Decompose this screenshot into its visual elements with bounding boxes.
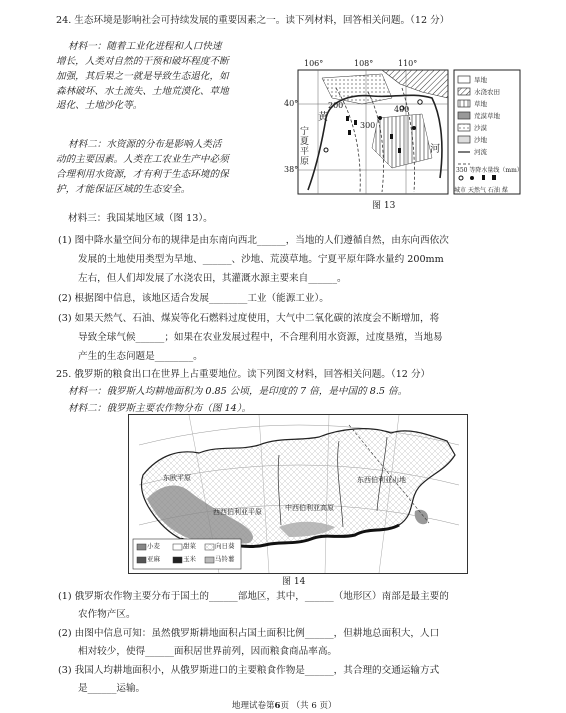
iso-200: 200 xyxy=(328,101,344,110)
label-east-siberian-mountains: 东西伯利亚山地 xyxy=(357,476,406,484)
footer-page-number: 6 xyxy=(274,701,281,711)
q24-sub3-line1: (3) 如果天然气、石油、煤炭等化石燃料过度使用，大气中二氧化碳的浓度会不断增加，将 xyxy=(58,313,440,324)
footer-prefix: 地理试卷第 xyxy=(232,701,275,711)
material-line: 增长，人类对自然的干预和破坏程度不断 xyxy=(56,55,229,67)
legend-label: 石油 xyxy=(487,187,500,194)
place-huang: 黄 xyxy=(318,112,328,123)
q24-material-2 xyxy=(56,138,298,197)
legend-bottom xyxy=(454,186,508,195)
place-char: 原 xyxy=(300,156,310,167)
place-ningxia-plain xyxy=(300,128,309,168)
q24-sub3-line2: 导致全球气候______；如果在农业发展过程中，不合理利用水资源，过度垦殖，当地易 xyxy=(78,332,443,343)
legend-corn: 玉米 xyxy=(183,555,196,563)
legend-label: 河流 xyxy=(474,148,487,156)
legend-label: 荒漠草地 xyxy=(474,112,500,120)
legend-label: 旱地 xyxy=(474,76,487,84)
q24-sub1-line3: 左右，但人们却发展了水浇农田，其灌溉水源主要来自______。 xyxy=(78,273,347,284)
material-line: 护，才能保证区域的生态安全。 xyxy=(56,183,191,195)
figure-14-caption: 图 14 xyxy=(282,577,306,587)
place-char: 平 xyxy=(300,146,310,157)
q25-sub3-line1: (3) 我国人均耕地面积小，从俄罗斯进口的主要粮食作物是______，其合理的交通运输方式 xyxy=(58,665,440,676)
q24-material-3: 材料三：我国某地区域（图 13）。 xyxy=(68,213,213,224)
legend-sunflower: 向日葵 xyxy=(215,542,235,550)
q24-sub1-line1: (1) 图中降水量空间分布的规律是由东南向西北______，当地的人们遵循自然，由东向西依次 xyxy=(58,235,449,246)
legend-label: 等降水量线（mm） xyxy=(469,167,523,174)
q24-sub3-line3: 产生的生态问题是________。 xyxy=(78,351,203,362)
q25-sub1-line2: 农作物产区。 xyxy=(78,609,136,620)
legend-flax: 亚麻 xyxy=(147,555,160,563)
legend-label: 草地 xyxy=(474,100,487,108)
material-line: 材料一：随着工业化进程和人口快速 xyxy=(68,41,222,52)
legend-label: 水浇农田 xyxy=(474,88,500,96)
material-line: 材料二：水资源的分布是影响人类活 xyxy=(68,139,222,150)
legend-potato: 马铃薯 xyxy=(215,555,235,563)
material-line: 合理利用水资源，才有利于生态环境的保 xyxy=(56,168,229,180)
iso-400: 400 xyxy=(394,105,410,114)
q25-material-1: 材料一：俄罗斯人均耕地面积为 0.85 公顷，是印度的 7 倍，是中国的 8.5 倍。 xyxy=(68,386,408,397)
legend-label: 沙漠 xyxy=(474,124,487,132)
lon-106: 106° xyxy=(304,59,324,68)
lat-38: 38° xyxy=(284,165,299,174)
legend-number: 350 xyxy=(456,167,468,174)
lon-108: 108° xyxy=(354,59,374,68)
legend-label: 天然气 xyxy=(467,187,486,194)
page-footer xyxy=(232,700,336,713)
footer-suffix: 页 （共 6 页） xyxy=(280,701,337,711)
place-he: 河 xyxy=(430,144,440,155)
lat-40: 40° xyxy=(284,99,299,108)
legend-isohyet xyxy=(456,166,523,175)
material-line: 森林破坏、水土流失、土地荒漠化、草地 xyxy=(56,85,229,97)
lon-110: 110° xyxy=(398,59,418,68)
fig13-legend xyxy=(474,74,500,158)
legend-wheat: 小麦 xyxy=(147,542,160,550)
q24-sub1-line2: 发展的土地使用类型为旱地、______、沙地、荒漠草地。宁夏平原年降水量约 200mm xyxy=(78,254,444,265)
material-line: 加强，其后果之一就是导致生态退化，如 xyxy=(56,70,229,82)
material-line: 退化、土地沙化等。 xyxy=(56,100,143,112)
q25-heading: 25. 俄罗斯的粮食出口在世界上占重要地位。读下列图文材料，回答相关问题。（12 分） xyxy=(56,369,431,380)
legend-label: 煤 xyxy=(501,187,508,194)
figure-13-caption: 图 13 xyxy=(372,201,396,211)
q25-sub2-line1: (2) 由图中信息可知：虽然俄罗斯耕地面积占国土面积比例______，但耕地总面积大，人口 xyxy=(58,628,440,639)
label-east-european-plain: 东欧平原 xyxy=(163,474,191,482)
q24-material-1 xyxy=(56,40,298,114)
iso-300: 300 xyxy=(360,121,376,130)
legend-beet: 甜菜 xyxy=(183,542,196,550)
q24-sub2: (2) 根据图中信息，该地区适合发展________工业（能源工业）。 xyxy=(58,293,329,304)
q25-sub2-line2: 相对较少，使得______面积居世界前列，因而粮食商品率高。 xyxy=(78,646,338,657)
material-line: 动的主要因素。人类在工农业生产中必须 xyxy=(56,153,229,165)
figure-14-map xyxy=(129,415,467,573)
figure-14 xyxy=(128,414,468,574)
q25-sub1-line1: (1) 俄罗斯农作物主要分布于国土的______部地区，其中，______（地形区）南部是最主要的 xyxy=(58,591,449,602)
legend-label: 城市 xyxy=(454,187,467,194)
label-west-siberian-plain: 西西伯利亚平原 xyxy=(213,508,262,516)
place-char: 夏 xyxy=(300,136,310,147)
figure-13 xyxy=(282,58,522,214)
place-char: 宁 xyxy=(300,127,310,137)
q24-heading: 24. 生态环境是影响社会可持续发展的重要因素之一。读下列材料，回答相关问题。（12 分） xyxy=(56,15,450,26)
q25-material-2: 材料二：俄罗斯主要农作物分布（图 14）。 xyxy=(68,403,252,414)
q25-sub3-line2: 是______运输。 xyxy=(78,683,146,694)
label-central-siberian-plateau: 中西伯利亚高原 xyxy=(285,504,334,512)
legend-label: 沙地 xyxy=(474,136,487,144)
